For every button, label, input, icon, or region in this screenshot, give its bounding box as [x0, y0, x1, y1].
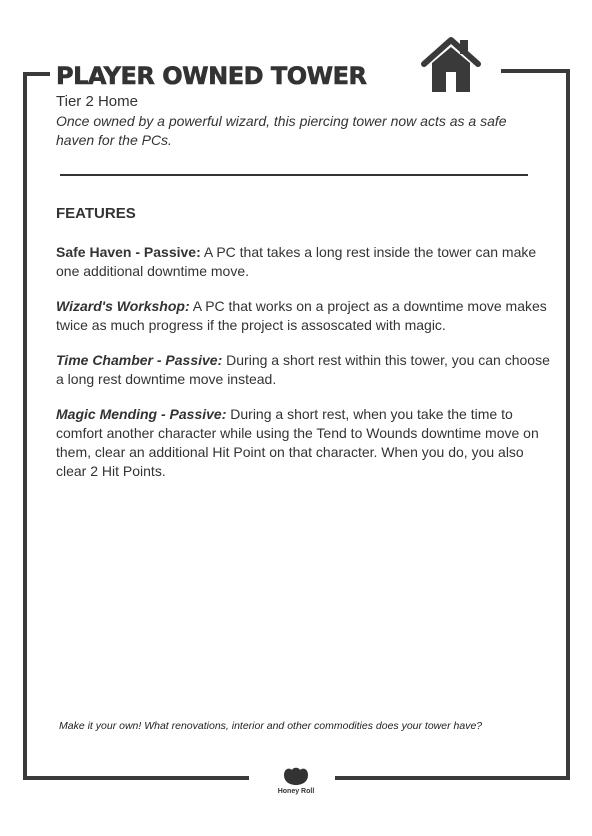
frame-right-border [566, 69, 570, 780]
frame-left-border [23, 72, 27, 780]
frame-bottom-right [335, 776, 570, 780]
feature-text: A PC that works on a project as a downtime move makes twice as much progress if the project is assoscated with magic. [56, 298, 547, 333]
house-icon [419, 34, 483, 94]
header-divider [60, 174, 528, 176]
frame-top-right-stub [501, 69, 570, 73]
feature-text: During a short rest within this tower, you can choose a long rest downtime move instead. [56, 352, 550, 387]
feature-text: A PC that takes a long rest inside the tower can make one additional downtime move. [56, 244, 537, 279]
feature-wizards-workshop [56, 297, 551, 335]
frame-top-left-stub [23, 72, 50, 76]
features-list [56, 243, 551, 497]
feature-name: Time Chamber - Passive: [56, 352, 223, 368]
feature-name: Safe Haven - Passive: [56, 244, 201, 260]
feature-text: During a short rest, when you take the time to comfort another character while using the Tend to Wounds downtime move on them, clear an additional Hit Point on that character. When you do, you also clear 2 Hit Points. [56, 406, 539, 479]
feature-safe-haven [56, 243, 551, 281]
page-title: PLAYER OWNED TOWER [56, 62, 367, 90]
frame-bottom-left [23, 776, 249, 780]
feature-name: Magic Mending - Passive: [56, 406, 227, 422]
feature-time-chamber [56, 351, 551, 389]
honey-roll-logo-icon [281, 766, 311, 786]
tier-label: Tier 2 Home [56, 93, 138, 110]
tower-description: Once owned by a powerful wizard, this piercing tower now acts as a safe haven for the PCs. [56, 113, 507, 148]
brand-name: Honey Roll [277, 788, 315, 795]
brand-mark [262, 766, 330, 795]
feature-name: Wizard's Workshop: [56, 298, 190, 314]
features-heading: FEATURES [56, 205, 136, 222]
customization-prompt: Make it your own! What renovations, interior and other commodities does your tower have? [59, 720, 483, 732]
feature-magic-mending [56, 405, 551, 481]
